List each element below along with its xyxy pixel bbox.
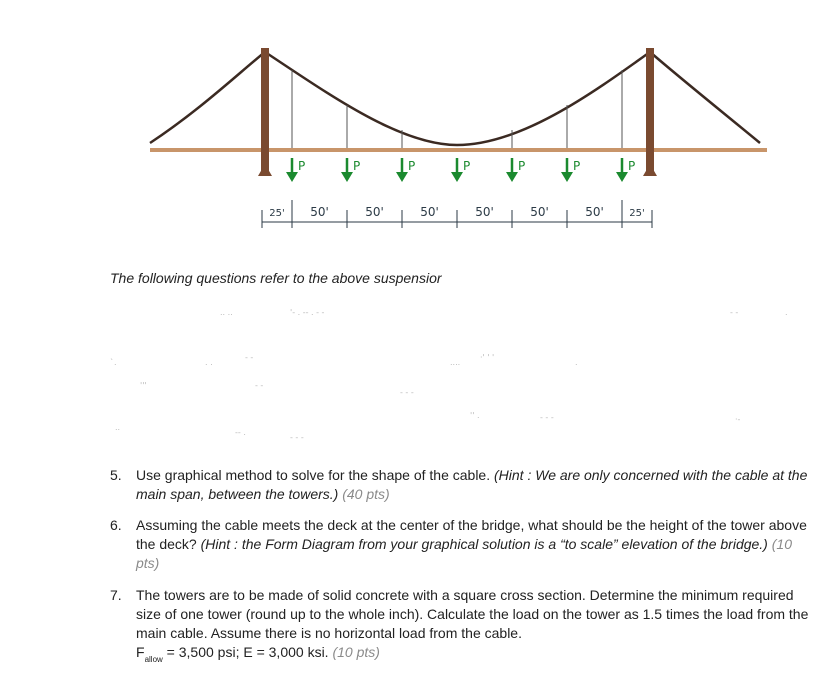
left-support	[258, 164, 272, 176]
load-label: P	[573, 159, 581, 173]
svg-text:-- .: -- .	[235, 428, 246, 437]
dimension-label: 50'	[310, 205, 329, 219]
main-cable	[150, 52, 760, 145]
svg-text:- - -: - - -	[540, 413, 554, 422]
intro-text: The following questions refer to the above suspensior	[110, 270, 442, 286]
question-5	[110, 466, 810, 504]
dimension-label: 25'	[269, 208, 285, 219]
svg-text:..: ..	[115, 423, 121, 432]
question-6	[110, 516, 810, 573]
suspension-bridge-figure	[0, 0, 837, 250]
hangers	[292, 70, 622, 150]
svg-text:- -: - -	[245, 353, 254, 362]
svg-text:....: ....	[450, 358, 461, 367]
load-label: P	[298, 159, 306, 173]
f-allow-symbol: F	[136, 644, 145, 660]
question-hint: (Hint : We are only concerned with the cable at the main span, between the towers.)	[136, 467, 808, 502]
question-points: (10 pts)	[332, 644, 380, 660]
svg-text:·-: ·-	[735, 415, 741, 424]
question-7	[110, 586, 810, 664]
svg-text:. .: . .	[205, 358, 213, 367]
dimension-label: 50'	[365, 205, 384, 219]
svg-text:- -: - -	[255, 381, 264, 390]
load-label: P	[628, 159, 636, 173]
right-tower	[646, 48, 654, 176]
question-number: 5.	[110, 467, 122, 483]
svg-text:''': '''	[140, 381, 147, 390]
load-arrow	[396, 158, 415, 182]
load-label: P	[463, 159, 471, 173]
question-text: Use graphical method to solve for the shape of the cable.	[136, 467, 491, 483]
svg-text:'' .: '' .	[470, 411, 480, 420]
right-support	[643, 164, 657, 176]
svg-text:.. ..: .. ..	[220, 308, 233, 317]
svg-text:.: .	[575, 358, 578, 367]
question-number: 7.	[110, 587, 122, 603]
f-allow-subscript: allow	[144, 655, 163, 664]
question-hint: (Hint : the Form Diagram from your graphical solution is a “to scale” elevation of the bridge.)	[200, 536, 768, 552]
svg-text:`.: `.	[110, 358, 117, 367]
faint-scanned-text	[0, 300, 837, 450]
svg-text:- -: - -	[730, 308, 739, 317]
left-tower	[261, 48, 269, 176]
load-label: P	[408, 159, 416, 173]
question-number: 6.	[110, 517, 122, 533]
svg-text:'- . -- . - -: '- . -- . - -	[290, 308, 325, 317]
load-arrow	[616, 158, 635, 182]
question-text: Assuming the cable meets the deck at the center of the bridge, what should be the height of the tower above the deck?	[136, 517, 807, 552]
dimension-label: 25'	[629, 208, 645, 219]
load-arrow	[451, 158, 470, 182]
dimension-label: 50'	[530, 205, 549, 219]
svg-text:·' ' ': ·' ' '	[480, 353, 495, 362]
material-values: = 3,500 psi; E = 3,000 ksi.	[162, 644, 329, 660]
svg-text:- - -: - - -	[400, 388, 414, 397]
dimension-label: 50'	[420, 205, 439, 219]
dimension-label: 50'	[475, 205, 494, 219]
load-arrow	[561, 158, 580, 182]
load-arrow	[506, 158, 525, 182]
deck	[150, 148, 767, 152]
svg-text:.: .	[785, 308, 788, 317]
load-label: P	[353, 159, 361, 173]
load-label: P	[518, 159, 526, 173]
question-text: The towers are to be made of solid concrete with a square cross section. Determine the minimum required size of one tower (round up to the whole inch). Calculate the load on the tower as 1.5 times the load from the main cable. Assume there is no horizontal load from the cable.	[136, 587, 809, 641]
load-arrow	[286, 158, 305, 182]
question-points: (40 pts)	[342, 486, 390, 502]
dimension-label: 50'	[585, 205, 604, 219]
svg-text:- - -: - - -	[290, 433, 304, 442]
load-arrow	[341, 158, 360, 182]
question-points: (10 pts)	[136, 536, 792, 571]
